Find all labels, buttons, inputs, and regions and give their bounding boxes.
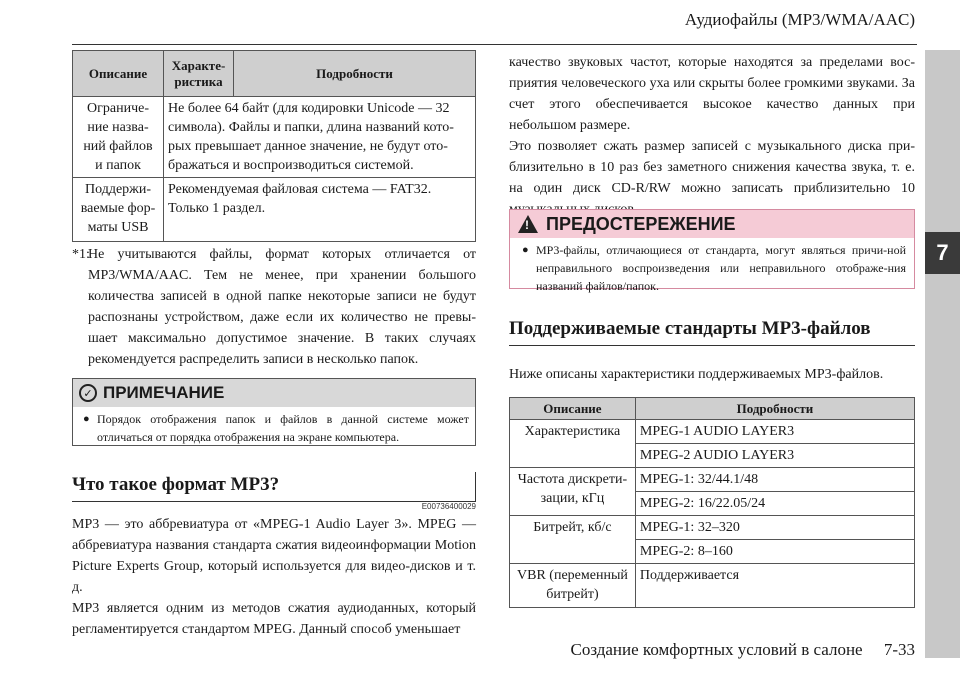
row-details: Рекомендуемая файловая система — FAT32. Только 1 раздел.: [164, 178, 476, 242]
warning-icon: [518, 215, 538, 233]
check-icon: ✓: [79, 384, 97, 402]
note-body: [73, 407, 475, 446]
row-description: Битрейт, кб/с: [510, 516, 636, 564]
note-header: [73, 379, 475, 407]
header-details: Подробности: [635, 398, 914, 420]
table-row: [510, 516, 915, 540]
paragraph: Ниже описаны характеристики поддерживаемых MP3-файлов.: [509, 367, 884, 382]
footnote: [72, 244, 476, 370]
mp3-standards-table: [509, 397, 915, 608]
note-title: ПРИМЕЧАНИЕ: [103, 383, 225, 402]
divider: [475, 472, 476, 502]
header-rule: [72, 44, 917, 45]
divider: [509, 345, 915, 346]
caution-header: [510, 210, 914, 238]
document-code: E00736400029: [421, 502, 476, 511]
table-header-row: [73, 51, 476, 97]
footnote-text: Не учитываются файлы, формат которых отличается от MP3/WMA/AAC. Тем не менее, при хранении большого количества записей в одной папке некоторые записи не будут распознаны устройством, даже если их количество не превы-шает максимально допустимое значение. В таких случаях рекомендуется распределить записи в несколько папок.: [88, 247, 476, 367]
row-value: MPEG-1: 32/44.1/48: [635, 468, 914, 492]
paragraph: качество звуковых частот, которые находятся за пределами вос-приятия человеческого уха или скрыты более громкими звуками. За счет этого обеспечивается высокое качество данных при небольшом размере.: [509, 55, 915, 133]
table-row: [73, 178, 476, 242]
row-value: MPEG-1 AUDIO LAYER3: [635, 420, 914, 444]
caution-text: MP3-файлы, отличающиеся от стандарта, могут являться причи-ной неправильного воспроизведения или неправильного отображе-ния названий файлов/папок.: [536, 243, 906, 293]
caution-title: ПРЕДОСТЕРЕЖЕНИЕ: [546, 213, 736, 234]
side-tab: [925, 50, 960, 658]
row-value: MPEG-1: 32–320: [635, 516, 914, 540]
row-details: Не более 64 байт (для кодировки Unicode — 32 символа). Файлы и папки, длина названий кото-рых превышает данное значение, не будут ото-бражаться и воспроизводиться системой.: [164, 97, 476, 178]
row-value: MPEG-2: 8–160: [635, 540, 914, 564]
section-title: Поддерживаемые стандарты MP3-файлов: [509, 318, 871, 339]
section-heading-standards: [509, 316, 915, 346]
bullet-icon: ●: [83, 413, 90, 425]
row-description: Характеристика: [510, 420, 636, 468]
section-title: Что такое формат MP3?: [72, 474, 280, 495]
note-text: Порядок отображения папок и файлов в данной системе может отличаться от порядка отображения на экране компьютера.: [97, 412, 469, 444]
row-value: Поддерживается: [635, 564, 914, 608]
paragraph: Это позволяет сжать размер записей с музыкального диска при-близительно в 10 раз без заметного снижения качества звука, т. е. на один диск CD-R/RW можно записать приблизительно 10: [509, 139, 915, 196]
section-heading-mp3: [72, 472, 476, 502]
table-header-row: [510, 398, 915, 420]
table-row: [510, 468, 915, 492]
paragraph: MP3 является одним из методов сжатия аудиоданных, который регламентируется стандартом MPEG. Данный способ уменьшает: [72, 601, 476, 637]
note-box: [72, 378, 476, 446]
row-description: Ограниче- ние назва- ний файлов и папок: [73, 97, 164, 178]
row-value: MPEG-2: 16/22.05/24: [635, 492, 914, 516]
bullet-icon: ●: [522, 244, 529, 256]
page-footer: Создание комфортных условий в салоне 7-33: [570, 640, 915, 659]
caution-body: [510, 238, 914, 295]
paragraph: MP3 — это аббревиатура от «MPEG-1 Audio Layer 3». MPEG — аббревиатура названия стандарта сжатия видеоинформации Motion Picture Experts Group, который используется для видео-дисков и т. д.: [72, 517, 476, 595]
table-row: [510, 420, 915, 444]
row-value: MPEG-2 AUDIO LAYER3: [635, 444, 914, 468]
header-characteristic: Характе- ристика: [164, 51, 234, 97]
row-description: Поддержи- ваемые фор- маты USB: [73, 178, 164, 242]
header-description: Описание: [510, 398, 636, 420]
page-header-title: Аудиофайлы (MP3/WMA/AAC): [684, 10, 915, 29]
footnote-mark: *1:: [72, 247, 90, 262]
row-description: Частота дискрети- зации, кГц: [510, 468, 636, 516]
spec-table: [72, 50, 476, 242]
table-row: [510, 564, 915, 608]
row-description: VBR (переменный битрейт): [510, 564, 636, 608]
chapter-number-tab: 7: [925, 232, 960, 274]
header-description: Описание: [73, 51, 164, 97]
header-details: Подробности: [234, 51, 476, 97]
table-row: [73, 97, 476, 178]
caution-box: [509, 209, 915, 293]
